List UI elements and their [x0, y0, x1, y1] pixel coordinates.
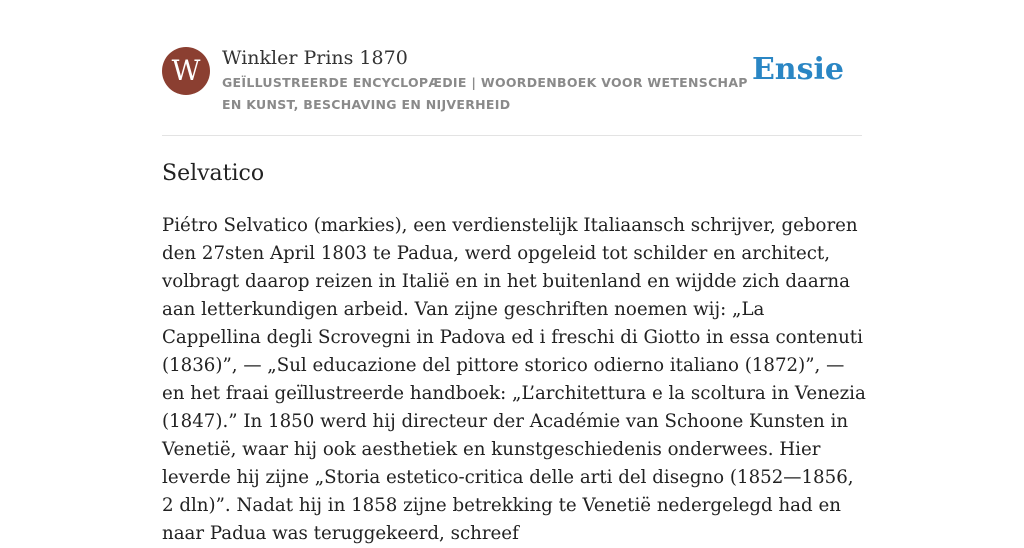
source-avatar[interactable]: W	[162, 47, 210, 95]
ensie-logo-link[interactable]: Ensie	[751, 52, 844, 87]
source-header	[162, 44, 862, 136]
source-subtitle: GEÏLLUSTREERDE ENCYCLOPÆDIE | WOORDENBOEK VOOR WETENSCHAP EN KUNST, BESCHAVING EN NIJVERHEID	[222, 75, 748, 112]
entry-title: Selvatico	[162, 161, 265, 186]
entry-body: Piétro Selvatico (markies), een verdienstelijk Italiaansch schrijver, geboren den 27sten April 1803 te Padua, werd opgeleid tot schilder en architect, volbragt daarop reizen in Italië en in het buitenland en wijdde zich daarna aan letterkundigen arbeid. Van zijne geschriften noemen wij: „La Cappellina degli Scrovegni in Padova ed i freschi di Giotto in essa contenuti (1836)”, — „Sul educazione del pittore storico odierno italiano (1872)”, — en het fraai geïllustreerde handboek: „L’architettura e la scoltura in Venezia (1847).” In 1850 werd hij directeur der Académie van Schoone Kunsten in Venetië, waar hij ook aesthetiek en kunstgeschiedenis onderwees. Hier leverde hij zijne „Storia estetico-critica delle arti del disegno (1852—1856, 2 dln)”. Nadat hij in 1858 zijne betrekking te Venetië nedergelegd had en naar Padua was teruggekeerd, schreef	[162, 215, 866, 544]
source-title[interactable]: Winkler Prins 1870	[222, 47, 408, 69]
